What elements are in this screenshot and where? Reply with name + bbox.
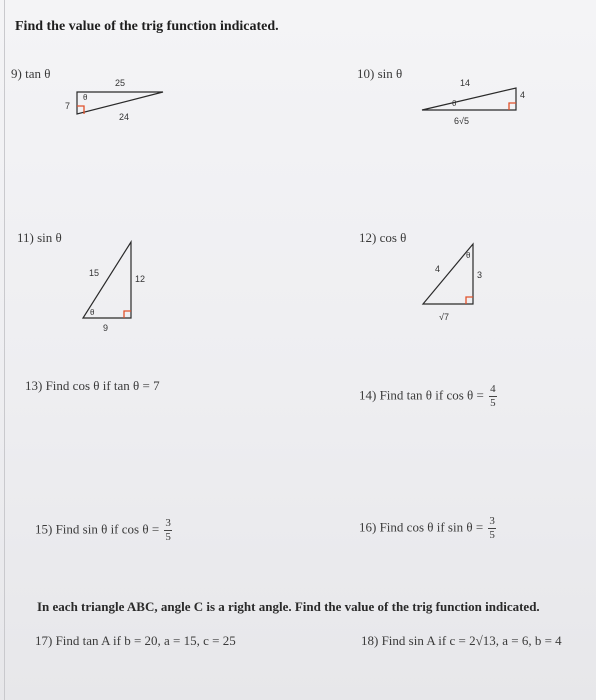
problem-18: 18) Find sin A if c = 2√13, a = 6, b = 4 [361, 633, 562, 648]
side-adj-10: 6√5 [454, 116, 469, 126]
problem-14-fraction [489, 384, 497, 409]
angle-theta-12: θ [466, 251, 471, 260]
worksheet-heading: Find the value of the trig function indicated. [15, 19, 279, 34]
problem-9-label: 9) tan θ [11, 66, 51, 81]
side-adj-11: 9 [103, 323, 109, 333]
right-angle-mark-12 [466, 297, 473, 304]
problem-11-label: 11) sin θ [17, 230, 62, 245]
fraction-numerator: 3 [489, 515, 495, 527]
fraction-denominator: 5 [489, 529, 495, 541]
problem-16-text: 16) Find cos θ if sin θ = [359, 519, 484, 535]
problem-16 [359, 516, 496, 541]
problem-16-fraction [488, 516, 496, 541]
fraction-numerator: 4 [490, 383, 496, 395]
problem-15-text: 15) Find sin θ if cos θ = [35, 521, 160, 537]
problem-9-triangle [63, 74, 173, 124]
problem-11-triangle [75, 236, 155, 336]
angle-theta-10: θ [452, 99, 457, 108]
angle-theta-9: θ [83, 93, 88, 102]
side-opp-11: 12 [135, 274, 146, 284]
problem-17: 17) Find tan A if b = 20, a = 15, c = 25 [35, 633, 236, 648]
worksheet-page [4, 0, 596, 700]
side-adj-9: 24 [119, 112, 130, 122]
right-angle-mark-11 [124, 311, 131, 318]
fraction-denominator: 5 [490, 397, 496, 409]
side-hyp-10: 14 [460, 78, 471, 88]
side-hyp-12: 4 [435, 264, 441, 274]
problem-14-text: 14) Find tan θ if cos θ = [359, 387, 484, 403]
right-angle-mark-10 [509, 103, 516, 110]
side-opp-10: 4 [520, 90, 526, 100]
problem-14 [359, 384, 497, 409]
side-hyp-9: 25 [115, 78, 126, 88]
problem-13: 13) Find cos θ if tan θ = 7 [25, 378, 160, 393]
triangle-10-outline [422, 88, 516, 110]
fraction-numerator: 3 [165, 517, 171, 529]
side-adj-12: √7 [439, 312, 449, 322]
section-instruction: In each triangle ABC, angle C is a right angle. Find the value of the trig function indicated. [37, 599, 540, 614]
problem-10-label: 10) sin θ [357, 66, 403, 81]
problem-12-label: 12) cos θ [359, 230, 407, 245]
fraction-denominator: 5 [165, 531, 171, 543]
problem-15-fraction [164, 518, 172, 543]
problem-12-triangle [417, 236, 497, 331]
problem-10-triangle [410, 74, 540, 129]
angle-theta-11: θ [90, 308, 95, 317]
side-opp-9: 7 [65, 101, 71, 111]
triangle-9-outline [77, 92, 163, 114]
triangle-11-outline [83, 242, 131, 318]
side-hyp-11: 15 [89, 268, 100, 278]
problem-15 [35, 518, 172, 543]
side-opp-12: 3 [477, 270, 483, 280]
